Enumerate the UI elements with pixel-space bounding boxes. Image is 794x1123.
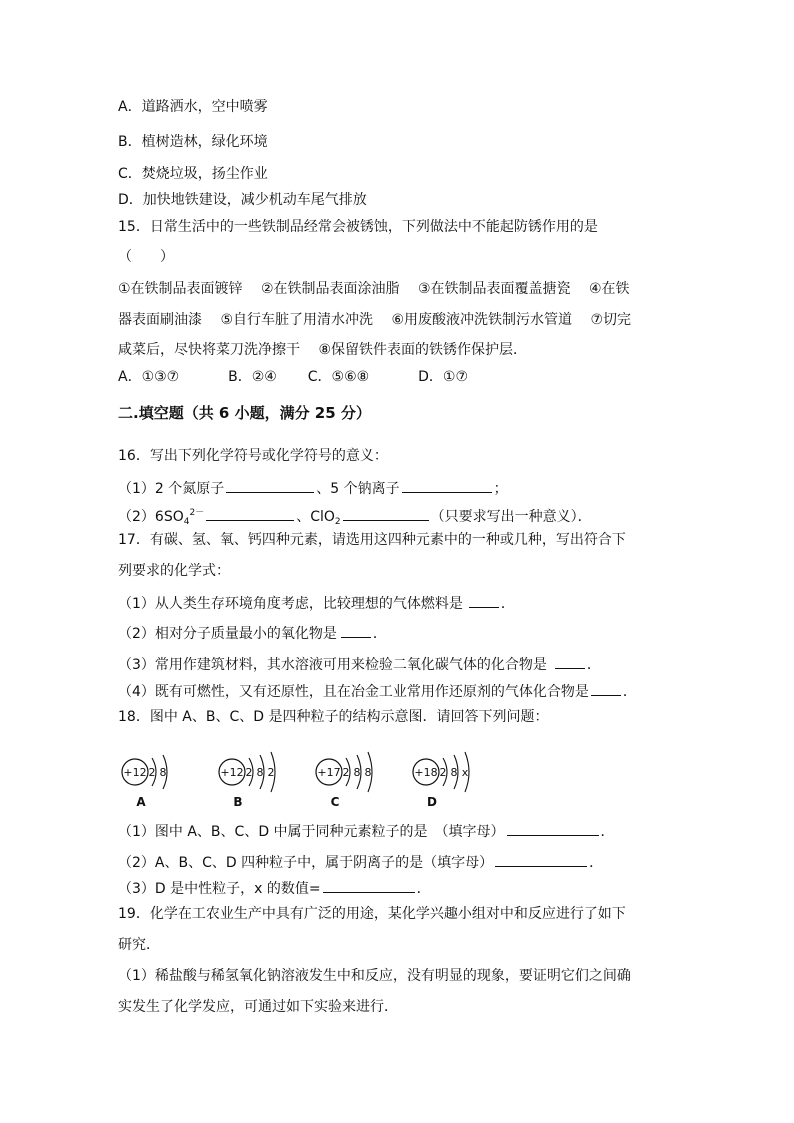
q14-option-c: C．焚烧垃圾，扬尘作业 [118,166,268,182]
q16-p2-subscript-2: 2 [334,517,341,527]
q19-stem-line-1: 19．化学在工农业生产中具有广泛的用途，某化学兴趣小组对中和反应进行了如下 [118,906,626,922]
atom-d-shell-electrons: 2 [439,766,447,779]
q15-option-d: D．①⑦ [418,369,468,385]
q18-part-2 [118,852,603,872]
q16-p2-text-a: （2）6SO [118,509,184,525]
atom-b-shell-electrons: 2 [245,766,253,779]
q14-option-d: D．加快地铁建设，减少机动车尾气排放 [118,192,367,208]
q16-part-2 [118,504,592,531]
q14-option-a: A．道路洒水，空中喷雾 [118,99,268,115]
q18-part-1 [118,821,615,841]
q17-p1-text: （1）从人类生存环境角度考虑，比较理想的气体燃料是 [118,596,463,612]
answer-blank[interactable] [555,654,585,669]
q17-part-2 [118,623,387,643]
q17-part-4 [118,681,637,701]
q16-p2-text-b: 、ClO [296,509,335,525]
q19-stem-line-2: 研究． [118,937,160,953]
atom-b-shell-electrons: 2 [267,766,275,779]
q16-p1-text-a: （1）2 个氮原子 [118,481,225,497]
q17-stem-line-1: 17．有碳、氢、氧、钙四种元素，请选用这四种元素中的一种或几种，写出符合下 [118,532,626,548]
q17-p3-text: （3）常用作建筑材料，其水溶液可用来检验二氧化碳气体的化合物是 [118,657,547,673]
atom-a-shell-electrons: 2 [148,766,156,779]
q15-statement-line-3: 咸菜后，尽快将菜刀洗净擦干 ⑧保留铁件表面的铁锈作保护层． [118,342,527,358]
q18-p3-end: ． [416,881,431,897]
answer-blank[interactable] [341,623,371,638]
q19-part-1-line-1: （1）稀盐酸与稀氢氧化钠溶液发生中和反应，没有明显的现象，要证明它们之间确 [118,968,631,984]
atom-b-label: B [233,795,243,809]
q16-p1-text-b: 、5 个钠离子 [316,481,400,497]
q18-p1-text: （1）图中 A、B、C、D 中属于同种元素粒子的是 （填字母） [118,824,505,840]
atom-a-shell-electrons: 8 [159,766,167,779]
answer-blank[interactable] [591,681,621,696]
q16-stem: 16．写出下列化学符号或化学符号的意义： [118,448,388,464]
answer-blank[interactable] [206,506,294,521]
q17-part-3 [118,654,601,674]
q17-p2-end: ． [372,626,387,642]
answer-blank[interactable] [226,478,314,493]
q18-p2-text: （2）A、B、C、D 四种粒子中，属于阴离子的是（填字母） [118,855,494,871]
atom-c-nucleus-charge: +17 [317,766,341,779]
q15-option-a: A．①③⑦ [118,369,180,385]
atom-b-shell-electrons: 8 [256,766,264,779]
q18-part-3 [118,878,431,898]
atom-b-nucleus-charge: +12 [220,766,244,779]
q15-options [118,368,468,386]
q19-part-1-line-2: 实发生了化学发应，可通过如下实验来进行． [118,999,398,1015]
q15-answer-paren: （ ） [118,249,174,265]
q15-statement-line-2: 器表面刷油漆 ⑤自行车脏了用清水冲洗 ⑥用废酸液冲洗铁制污水管道 ⑦切完 [118,312,632,328]
q16-p2-superscript: 2－ [189,508,205,518]
section-title: 二.填空题（共 6 小题，满分 25 分） [118,404,371,422]
q15-stem: 15．日常生活中的一些铁制品经常会被锈蚀，下列做法中不能起防锈作用的是 [118,219,598,235]
q17-p4-text: （4）既有可燃性，又有还原性，且在冶金工业常用作还原剂的气体化合物是 [118,684,589,700]
q17-stem-line-2: 列要求的化学式： [118,563,230,579]
atom-c-label: C [330,795,340,809]
q15-statement-line-1: ①在铁制品表面镀锌 ②在铁制品表面涂油脂 ③在铁制品表面覆盖搪瓷 ④在铁 [118,281,630,297]
atom-c-shell-electrons: 2 [342,766,350,779]
q17-p3-end: ． [586,657,601,673]
atom-d-shell-electrons: x [461,766,469,779]
q18-p1-end: ． [600,824,615,840]
q17-p2-text: （2）相对分子质量最小的氧化物是 [118,626,337,642]
q18-p3-text: （3）D 是中性粒子，x 的数值= [118,881,321,897]
q18-stem: 18．图中 A、B、C、D 是四种粒子的结构示意图．请回答下列问题： [118,709,549,725]
q18-p2-end: ． [589,855,604,871]
q15-option-b: B．②④ [228,369,277,385]
q15-option-c: C．⑤⑥⑧ [307,369,370,385]
atom-d-shell-electrons: 8 [450,766,458,779]
answer-blank[interactable] [495,852,587,867]
q16-p2-text-c: （只要求写出一种意义）． [430,509,592,525]
q17-p1-end: ． [500,596,515,612]
q16-p1-text-c: ； [493,481,508,497]
atom-a-nucleus-charge: +12 [123,766,147,779]
q17-part-1 [118,593,515,613]
atom-d-label: D [427,795,437,809]
answer-blank[interactable] [507,821,599,836]
q14-option-b: B．植树造林，绿化环境 [118,134,268,150]
answer-blank[interactable] [343,506,429,521]
answer-blank[interactable] [323,878,415,893]
answer-blank[interactable] [402,478,492,493]
q16-part-1 [118,478,508,498]
answer-blank[interactable] [469,593,499,608]
atom-c-shell-electrons: 8 [364,766,372,779]
q17-p4-end: ． [622,684,637,700]
atom-d-nucleus-charge: +18 [414,766,438,779]
q16-p2-subscript: 4 [183,517,190,527]
atom-c-shell-electrons: 8 [353,766,361,779]
atom-a-label: A [136,795,146,809]
